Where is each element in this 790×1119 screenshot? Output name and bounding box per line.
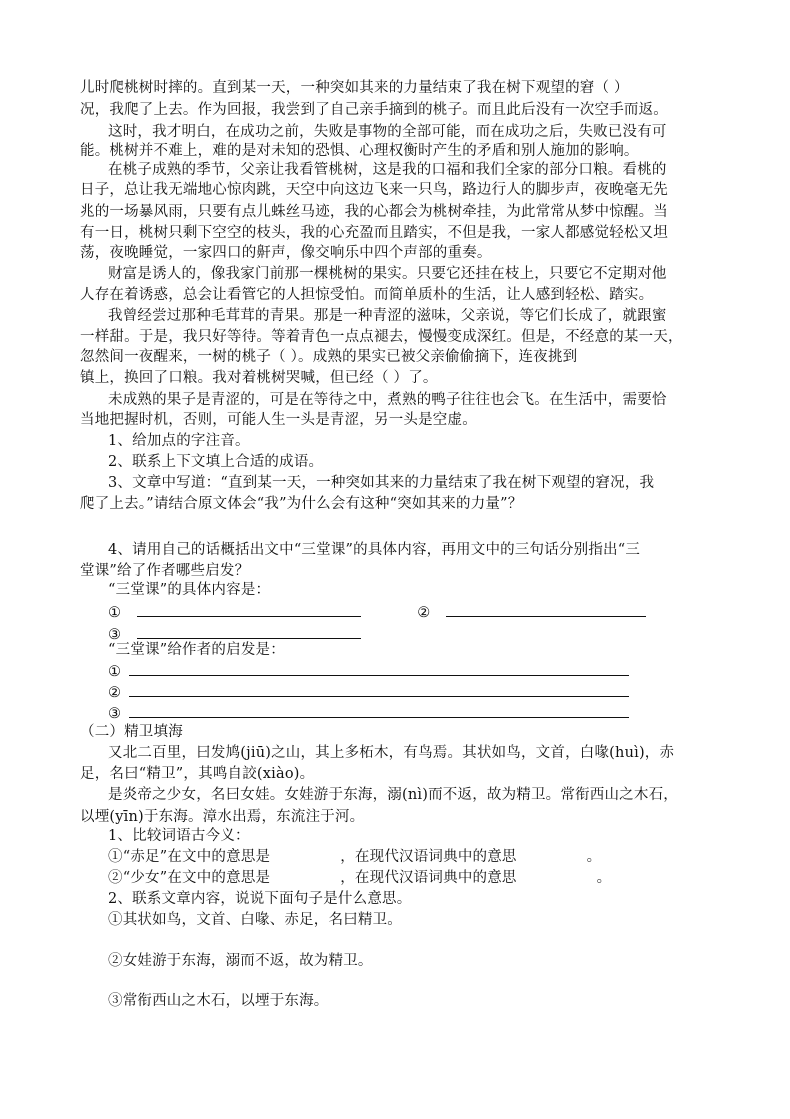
passage-line: 当地把握时机，否则，可能人生一头是青涩，另一头是空虚。	[80, 412, 477, 428]
text: ，在现代汉语词典中的意思	[340, 870, 517, 886]
text: ，在现代汉语词典中的意思	[340, 849, 517, 865]
section-title: （二）精卫填海	[80, 724, 183, 740]
sub-question-1a	[108, 847, 738, 867]
passage-line: 况，我爬了上去。作为回报，我尝到了自己亲手摘到的桃子。而且此后没有一次空手而返。	[80, 102, 668, 118]
question-4-cont: 堂课”给了作者哪些启发？	[80, 563, 250, 579]
passage-line: 财富是诱人的，像我家门前那一棵桃树的果实。只要它还挂在枝上，只要它不定期对他	[108, 266, 667, 282]
passage-line: 儿时爬桃树时摔的。直到某一天，一种突如其来的力量结束了我在树下观望的窘（ ）	[80, 80, 629, 96]
marker-2: ②	[108, 685, 122, 701]
marker-3: ③	[108, 706, 122, 722]
answer-line-content-1[interactable]	[108, 602, 738, 623]
blank[interactable]	[137, 624, 361, 639]
question-3: 3、文章中写道：“直到某一天，一种突如其来的力量结束了我在树下观望的窘况，我	[108, 475, 655, 491]
sentence-2: ②女娃游于东海，溺而不返，故为精卫。	[108, 953, 373, 969]
text: 。	[586, 849, 602, 865]
marker-1: ①	[108, 664, 122, 680]
classical-text-line: 又北二百里，曰发鸠(jiū)之山，其上多柘木，有鸟焉。其状如鸟，文首，白喙(huì)，赤	[108, 745, 675, 761]
passage-line: 人存在着诱惑，总会让看管它的人担惊受怕。而简单质朴的生活，让人感到轻松、踏实。	[80, 287, 654, 303]
passage-line: 一样甜。于是，我只好等待。等着青色一点点褪去，慢慢变成深红。但是，不经意的某一天，	[80, 329, 683, 345]
question-2: 2、联系上下文填上合适的成语。	[108, 454, 324, 470]
question-1: 1、给加点的字注音。	[108, 433, 250, 449]
marker-2: ②	[417, 605, 431, 621]
passage-line: 这时，我才明白，在成功之前，失败是事物的全部可能，而在成功之后，失败已没有可	[108, 124, 667, 140]
marker-1: ①	[108, 605, 122, 621]
sentence-1: ①其状如鸟，文首、白喙、赤足，名曰精卫。	[108, 912, 402, 928]
sentence-3: ③常衔西山之木石，以堙于东海。	[108, 993, 329, 1009]
passage-line: 兆的一场暴风雨，只要有点儿蛛丝马迹，我的心都会为桃树牵挂，为此常常从梦中惊醒。当	[80, 204, 668, 220]
passage-line: 能。桃树并不难上，难的是对未知的恐惧、心理权衡时产生的矛盾和别人施加的影响。	[80, 143, 639, 159]
sub-question-1: 1、比较词语古今义：	[108, 828, 250, 844]
question-4: 4、请用自己的话概括出文中“三堂课”的具体内容，再用文中的三句话分别指出“三	[108, 542, 641, 558]
text: ②“少女”在文中的意思是	[108, 870, 271, 886]
classical-text-line: 是炎帝之少女，名曰女娃。女娃游于东海，溺(nì)而不返，故为精卫。常衔西山之木石，	[108, 787, 678, 803]
blank[interactable]	[129, 703, 629, 718]
passage-line: 我曾经尝过那种毛茸茸的青果。那是一种青涩的滋味，父亲说，等它们长成了，就跟蜜	[108, 308, 667, 324]
passage-line: 在桃子成熟的季节，父亲让我看管桃树，这是我的口福和我们全家的部分口粮。看桃的	[108, 162, 667, 178]
passage-line: 未成熟的果子是青涩的，可是在等待之中，煮熟的鸭子往往也会飞。在生活中，需要恰	[108, 392, 667, 408]
blank[interactable]	[129, 682, 629, 697]
insight-label: “三堂课”给作者的启发是：	[108, 642, 285, 658]
passage-line: 镇上，换回了口粮。我对着桃树哭喊，但已经（ ）了。	[80, 370, 438, 386]
text: ①“赤足”在文中的意思是	[108, 849, 271, 865]
answer-line-insight-3[interactable]	[108, 703, 738, 724]
passage-line: 荡，夜晚睡觉，一家四口的鼾声，像交响乐中四个声部的重奏。	[80, 245, 492, 261]
answer-line-insight-1[interactable]	[108, 661, 738, 682]
passage-line: 有一日，桃树只剩下空空的枝头，我的心充盈而且踏实，不但是我，一家人都感觉轻松又坦	[80, 225, 668, 241]
blank[interactable]	[137, 602, 361, 617]
classical-text-line: 以堙(yīn)于东海。漳水出焉，东流注于河。	[80, 809, 365, 825]
sub-question-2: 2、联系文章内容，说说下面句子是什么意思。	[108, 891, 412, 907]
text: 。	[596, 870, 612, 886]
passage-line: 日子，总让我无端地心惊肉跳，天空中向这边飞来一只鸟，路边行人的脚步声，夜晚毫无先	[80, 182, 668, 198]
question-3-cont: 爬了上去。”请结合原文体会“我”为什么会有这种“突如其来的力量”？	[80, 496, 523, 512]
sub-question-1b	[108, 868, 738, 888]
passage-line: 忽然间一夜醒来，一树的桃子（ ）。成熟的果实已被父亲偷偷摘下，连夜挑到	[80, 349, 578, 365]
blank[interactable]	[446, 602, 646, 617]
marker-3: ③	[108, 627, 122, 643]
classical-text-line: 足，名曰“精卫”，其鸣自詨(xiào)。	[80, 766, 315, 782]
answer-line-insight-2[interactable]	[108, 682, 738, 703]
content-label: “三堂课”的具体内容是：	[108, 582, 271, 598]
blank[interactable]	[129, 661, 629, 676]
